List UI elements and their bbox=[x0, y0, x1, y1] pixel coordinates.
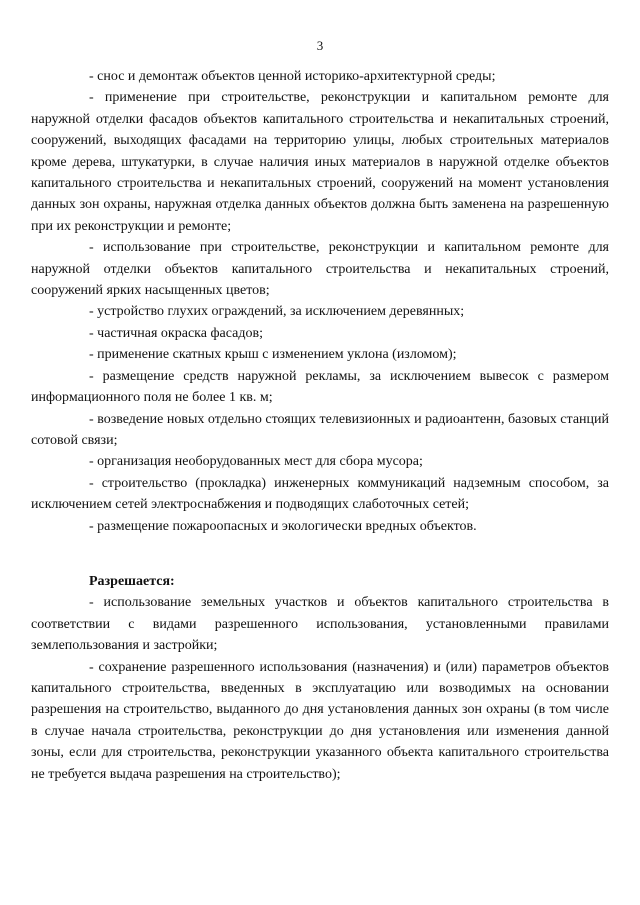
list-item: - сохранение разрешенного использования (назначения) и (или) параметров объектов капитального строительства, введенных в эксплуатацию или возводимых на основании разрешения на строительство, выданного до дня установления данных зон охраны (в том числе в случае начала строительства, реконструкции до дня установления или изменения данной зоны, если для строительства, реконструкции указанного объекта капитального строительства не требуется выдача разрешения на строительство); bbox=[31, 659, 609, 782]
list-item: - снос и демонтаж объектов ценной историко-архитектурной среды; bbox=[89, 69, 496, 84]
page-number: 3 bbox=[316, 38, 324, 53]
prohibited-list bbox=[31, 66, 609, 537]
list-item: - размещение средств наружной рекламы, за исключением вывесок с размером информационного поля не более 1 кв. м; bbox=[31, 368, 609, 406]
list-item: - организация необорудованных мест для сбора мусора; bbox=[89, 454, 423, 470]
list-item: - размещение пожароопасных и экологически вредных объектов. bbox=[89, 518, 477, 534]
list-item: - возведение новых отдельно стоящих телевизионных и радиоантенн, базовых станций сотовой связи; bbox=[31, 411, 609, 448]
list-item: - использование земельных участков и объектов капитального строительства в соответствии с видами разрешенного использования, установленными правилами землепользования и застройки; bbox=[31, 595, 609, 654]
list-item: - частичная окраска фасадов; bbox=[89, 325, 263, 341]
section-heading-allowed: Разрешается: bbox=[89, 573, 175, 589]
allowed-list bbox=[31, 592, 609, 785]
document-body bbox=[31, 66, 609, 785]
list-item: - применение при строительстве, реконструкции и капитальном ремонте для наружной отделки фасадов объектов капитального строительства и некапитальных строений, сооружений, выходящих фасадами на территорию улицы, любых строительных материалов кроме дерева, штукатурки, в случае наличия иных материалов в наружной отделке объектов капитального строительства и некапитальных строений, сооружений на момент установления данных зон охраны, наружная отделка данных объектов должна быть заменена на разрешенную при их реконструкции и ремонте; bbox=[31, 90, 609, 234]
list-item: - использование при строительстве, реконструкции и капитальном ремонте для наружной отделки объектов капитального строительства и некапитальных строений, сооружений ярких насыщенных цветов; bbox=[31, 240, 609, 299]
list-item: - устройство глухих ограждений, за исключением деревянных; bbox=[89, 304, 465, 320]
list-item: - строительство (прокладка) инженерных коммуникаций надземным способом, за исключением сетей электроснабжения и подводящих слаботочных сетей; bbox=[31, 475, 609, 513]
list-item: - применение скатных крыш с изменением уклона (изломом); bbox=[89, 347, 457, 363]
